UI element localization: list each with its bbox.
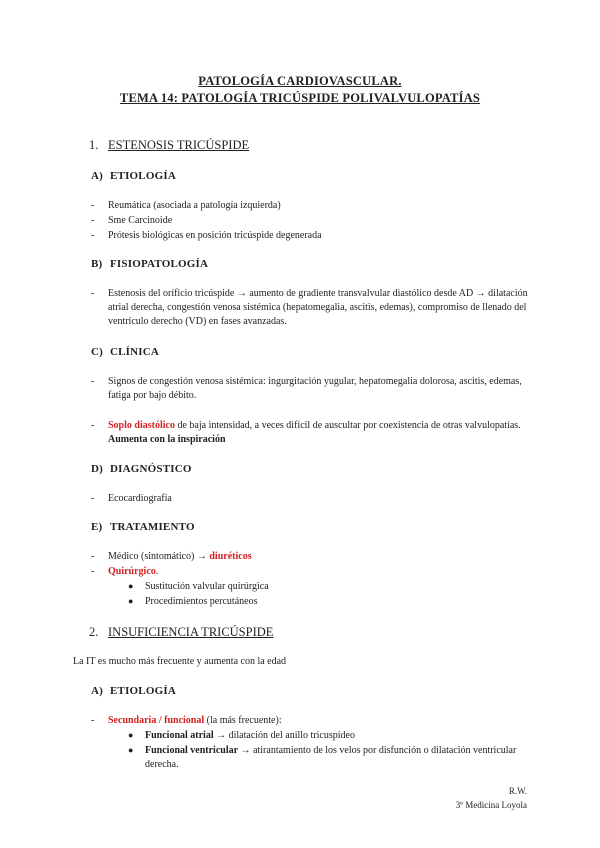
s1-fisio-title: FISIOPATOLOGÍA [110, 258, 209, 270]
s1-diag-title: DIAGNÓSTICO [110, 463, 192, 475]
s2-etiologia-heading [91, 685, 176, 697]
s1-trat-title: TRATAMIENTO [110, 521, 195, 533]
list-item: Reumática (asociada a patología izquierda) [108, 200, 281, 211]
dash-marker: - [91, 200, 95, 211]
list-item: Sme Carcinoide [108, 215, 173, 226]
funcional-atrial-bold: Funcional atrial [145, 730, 214, 741]
list-item [108, 714, 528, 728]
s1-fisiopatologia-heading [91, 258, 208, 270]
s1-clinica-letter: C) [91, 346, 104, 358]
section1-title: ESTENOSIS TRICÚSPIDE [108, 138, 250, 152]
list-item: Prótesis biológicas en posición tricúspide degenerada [108, 230, 322, 241]
list-item: Estenosis del orificio tricúspide → aumento de gradiente transvalvular diastólico desde AD → dilatación atrial derecha, congestión venosa sistémica (hepatomegalia, ascitis, edemas), compromiso de llenado del ventrículo derecho (VD) en fases avanzadas. [108, 288, 528, 327]
soplo-text: de baja intensidad, a veces difícil de auscultar por coexistencia de otras valvulopatías. [174, 420, 521, 431]
s1-etiologia-heading [91, 170, 176, 182]
s1-diag-letter: D) [91, 463, 104, 475]
s1-tratamiento-heading [91, 521, 195, 533]
diureticos-highlight: diuréticos [209, 551, 252, 562]
bullet-icon: ● [128, 730, 134, 740]
list-item [108, 565, 528, 579]
secundaria-highlight: Secundaria / funcional [108, 715, 205, 726]
s1-clinica-title: CLÍNICA [110, 346, 160, 358]
list-item: Signos de congestión venosa sistémica: ingurgitación yugular, hepatomegalia dolorosa, ascitis, edemas, fatiga por bajo débito. [108, 376, 522, 401]
bullet-item [145, 744, 527, 772]
inspiracion-bold: Aumenta con la inspiración [108, 434, 226, 445]
dash-marker: - [91, 420, 95, 431]
funcional-ventricular-text: → atirantamiento de los velos por disfunción o dilatación ventricular derecha. [145, 745, 517, 770]
s1-diagnostico-heading [91, 463, 192, 475]
bullet-icon: ● [128, 745, 134, 755]
quirurgico-highlight: Quirúrgico [108, 566, 156, 577]
bullet-item: Procedimientos percutáneos [145, 596, 258, 607]
dash-marker: - [91, 493, 95, 504]
bullet-item [145, 729, 527, 743]
funcional-atrial-text: → dilatación del anillo tricuspídeo [213, 730, 355, 741]
s1-etiologia-title: ETIOLOGÍA [110, 170, 176, 182]
s2-etiologia-title: ETIOLOGÍA [110, 685, 176, 697]
dash-marker: - [91, 551, 95, 562]
medico-text: Médico (sintomático) → [108, 551, 210, 562]
dash-marker: - [91, 376, 95, 387]
s1-trat-letter: E) [91, 521, 103, 533]
footer-initials: R.W. [508, 786, 527, 796]
section2-intro: La IT es mucho más frecuente y aumenta con la edad [73, 656, 287, 667]
dash-marker: - [91, 230, 95, 241]
list-item [108, 419, 528, 447]
soplo-highlight: Soplo diastólico [108, 420, 175, 431]
s1-clinica-heading [91, 346, 159, 358]
list-item: Ecocardiografía [108, 493, 172, 504]
doc-title-line2: TEMA 14: PATOLOGÍA TRICÚSPIDE POLIVALVULOPATÍAS [119, 91, 481, 105]
list-item [108, 550, 528, 564]
dash-marker: - [91, 215, 95, 226]
s1-fisio-letter: B) [91, 258, 103, 270]
s2-etiologia-letter: A) [91, 685, 104, 697]
dash-marker: - [91, 715, 95, 726]
section1-number: 1. [89, 138, 99, 152]
footer-course: 3º Medicina Loyola [455, 800, 527, 810]
dash-marker: - [91, 288, 95, 299]
section2-number: 2. [89, 625, 99, 639]
section1-heading [89, 138, 249, 153]
dash-marker: - [91, 566, 95, 577]
s1-etiologia-letter: A) [91, 170, 104, 182]
quirurgico-dot: . [155, 566, 159, 577]
bullet-item: Sustitución valvular quirúrgica [145, 581, 269, 592]
secundaria-text: (la más frecuente): [204, 715, 282, 726]
funcional-ventricular-bold: Funcional ventricular [145, 745, 239, 756]
section2-heading [89, 625, 273, 640]
bullet-icon: ● [128, 596, 134, 606]
section2-title: INSUFICIENCIA TRICÚSPIDE [108, 625, 274, 639]
bullet-icon: ● [128, 581, 134, 591]
doc-title-line1: PATOLOGÍA CARDIOVASCULAR. [198, 74, 402, 88]
